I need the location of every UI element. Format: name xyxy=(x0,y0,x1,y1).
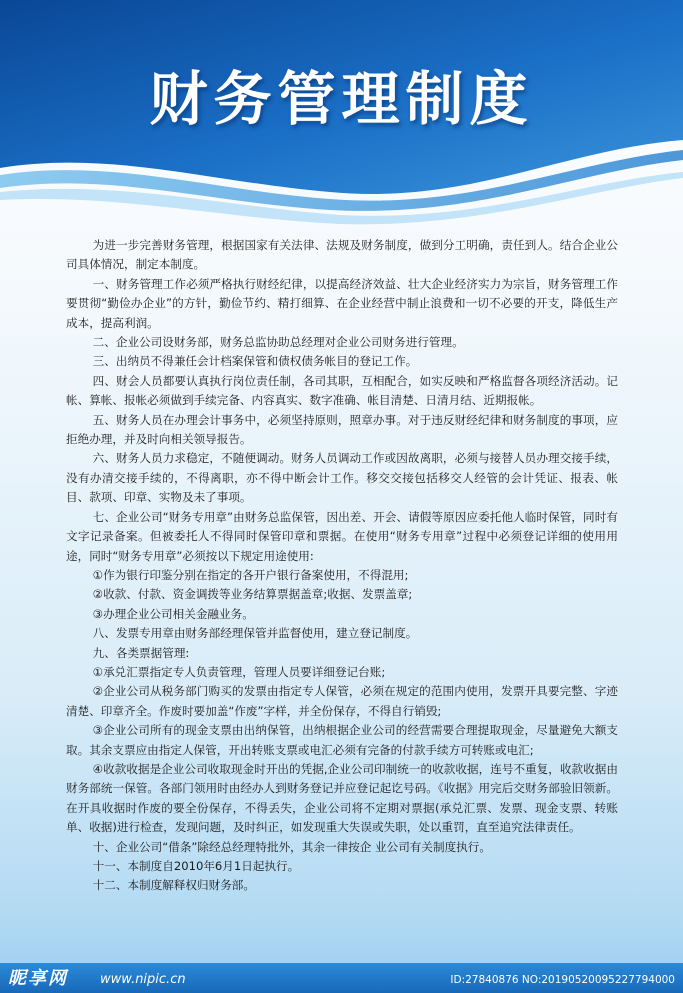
article-7-item-1: ①作为银行印鉴分别在指定的各开户银行备案使用，不得混用; xyxy=(92,567,409,582)
article-5: 五、财务人员在办理会计事务中，必须坚持原则，照章办事。对于违反财经纪律和财务制度的事项，应拒绝办理，并及时向相关领导报告。 xyxy=(66,412,618,447)
article-9: 九、各类票据管理: xyxy=(92,645,190,660)
intro-paragraph: 为进一步完善财务管理，根据国家有关法律、法规及财务制度，做到分工明确，责任到人。结合企业公司具体情况，制定本制度。 xyxy=(66,238,618,272)
article-7: 七、企业公司“财务专用章”由财务总监保管，因出差、开会、请假等原因应委托他人临时保管，同时有文字记录备案。但被委托人不得同时保管印章和票据。在使用“财务专用章”过程中必须登记详细的使用用途，同时“财务专用章”必须按以下规定用途使用: xyxy=(66,509,618,563)
watermark-bar xyxy=(0,963,683,993)
article-9-item-1: ①承兑汇票指定专人负责管理，管理人员要详细登记台账; xyxy=(92,664,386,679)
article-9-item-2: ②企业公司从税务部门购买的发票由指定专人保管，必须在规定的范围内使用，发票开具要完整、字迹清楚、印章齐全。作废时要加盖“作废”字样，并全份保存，不得自行销毁; xyxy=(66,684,618,718)
page-title: 财务管理制度 xyxy=(149,65,534,133)
article-10: 十、企业公司“借条”除经总经理特批外，其余一律按企 业公司有关制度执行。 xyxy=(92,839,491,854)
article-8: 八、发票专用章由财务部经理保管并监督使用，建立登记制度。 xyxy=(92,626,418,641)
article-11: 十一、本制度自2010年6月1日起执行。 xyxy=(92,859,300,873)
article-2: 二、企业公司设财务部，财务总监协助总经理对企业公司财务进行管理。 xyxy=(92,335,464,350)
article-1: 一、财务管理工作必须严格执行财经纪律，以提高经济效益、壮大企业经济实力为宗旨，财务管理工作要贯彻“勤俭办企业”的方针，勤俭节约、精打细算、在企业经营中制止浪费和一切不必要的开支，降低生产成本，提高利润。 xyxy=(66,276,618,330)
article-9-item-4: ④收款收据是企业公司收取现金时开出的凭据,企业公司印制统一的收款收据，连号不重复，收款收据由财务部统一保管。各部门领用时由经办人到财务登记并应登记起讫号码。《收据》用完后交财务部验旧领新。在开具收据时作废的要全份保存，不得丢失，企业公司将不定期对票据(承兑汇票、发票、现金支票、转账单、收据)进行检查，发现问题，及时纠正，如发现重大失误或失职，处以重罚，直至追究法律责任。 xyxy=(66,761,618,835)
article-6: 六、财务人员力求稳定，不随便调动。财务人员调动工作或因故离职，必须与接替人员办理交接手续，没有办清交接手续的，不得离职，亦不得中断会计工作。移交交接包括移交人经管的会计凭证、报表、帐目、款项、印章、实物及未了事项。 xyxy=(66,451,618,505)
watermark-logo: 昵享网 xyxy=(8,968,68,989)
regulation-body xyxy=(66,236,618,896)
article-12: 十二、本制度解释权归财务部。 xyxy=(92,878,255,893)
article-4: 四、财会人员都要认真执行岗位责任制，各司其职，互相配合，如实反映和严格监督各项经济活动。记帐、算帐、报帐必须做到手续完备、内容真实、数字准确、帐目清楚、日清月结、近期报帐。 xyxy=(66,373,618,408)
article-7-item-2: ②收款、付款、资金调拨等业务结算票据盖章;收据、发票盖章; xyxy=(92,587,413,602)
article-9-item-3: ③企业公司所有的现金支票由出纳保管，出纳根据企业公司的经营需要合理提取现金，尽量避免大额支取。其余支票应由指定人保管，开出转账支票或电汇必须有完备的付款手续方可转账或电汇; xyxy=(66,723,618,757)
watermark-id: ID:27840876 NO:20190520095227794000 xyxy=(450,974,675,986)
article-7-item-3: ③办理企业公司相关金融业务。 xyxy=(92,606,254,621)
article-3: 三、出纳员不得兼任会计档案保管和债权债务帐目的登记工作。 xyxy=(92,354,418,369)
watermark-url: www.nipic.cn xyxy=(100,972,186,987)
